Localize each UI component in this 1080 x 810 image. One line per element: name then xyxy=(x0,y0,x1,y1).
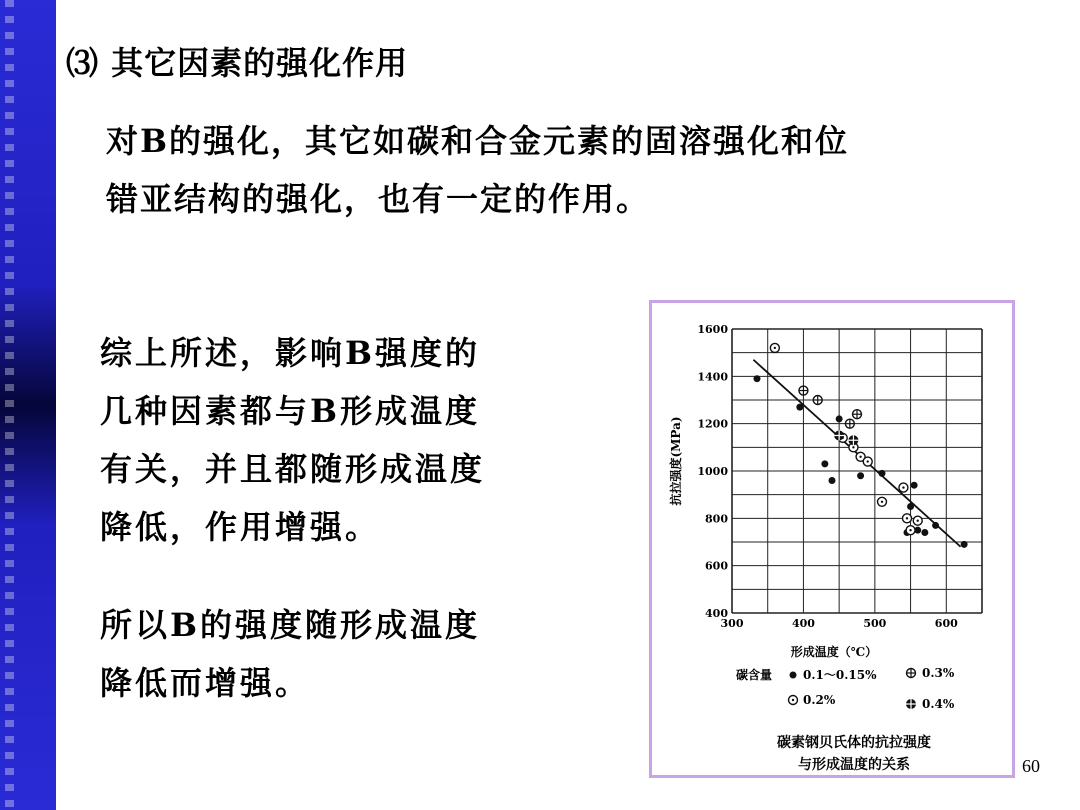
data-point-open-circle xyxy=(770,343,779,352)
data-points-group xyxy=(754,343,968,547)
y-tick-label: 1200 xyxy=(697,417,728,431)
y-tick-label: 600 xyxy=(705,559,728,573)
data-point-filled-dot xyxy=(829,477,836,484)
data-point-circle-plus xyxy=(845,419,854,428)
data-point-open-circle xyxy=(906,526,915,535)
left-decorative-band xyxy=(0,0,56,810)
data-point-open-circle xyxy=(903,514,912,523)
strength-temperature-figure xyxy=(649,300,1015,778)
summary-line: 几种因素都与B形成温度 xyxy=(100,392,481,430)
data-point-open-circle xyxy=(863,457,872,466)
data-point-filled-plus xyxy=(834,431,844,441)
legend-marker-open-circle xyxy=(789,696,798,705)
data-point-open-circle xyxy=(878,497,887,506)
y-tick-label: 1000 xyxy=(697,465,728,478)
scatter-chart xyxy=(652,303,1012,775)
legend-label: 0.1～0.15% xyxy=(803,668,877,682)
legend-marker-filled-plus xyxy=(906,699,916,709)
data-point-filled-dot xyxy=(796,404,803,411)
x-tick-label: 300 xyxy=(720,617,744,630)
data-point-filled-plus xyxy=(848,435,858,445)
summary-line: 综上所述，影响B强度的 xyxy=(100,334,481,372)
data-point-filled-dot xyxy=(921,529,928,536)
tick-labels-group xyxy=(697,323,958,630)
x-axis-label: 形成温度（℃） xyxy=(790,645,878,659)
summary-paragraph xyxy=(100,324,600,556)
y-tick-label: 1600 xyxy=(697,323,728,336)
data-point-circle-plus xyxy=(813,396,822,405)
legend-marker-circle-plus xyxy=(907,669,916,678)
data-point-circle-plus xyxy=(799,386,808,395)
summary-line: 降低，作用增强。 xyxy=(100,508,381,546)
data-point-filled-dot xyxy=(821,460,828,467)
y-tick-label: 1400 xyxy=(697,370,728,384)
figure-caption-line1: 碳素钢贝氏体的抗拉强度 xyxy=(777,735,931,751)
conclusion-line: 所以B的强度随形成温度 xyxy=(100,606,481,644)
x-tick-label: 600 xyxy=(934,617,958,630)
data-point-open-circle xyxy=(899,483,908,492)
paragraph-line: 对B的强化，其它如碳和合金元素的固溶强化和位 xyxy=(106,122,850,160)
data-point-filled-dot xyxy=(907,503,914,510)
data-point-filled-dot xyxy=(857,472,864,479)
section-heading: ⑶ 其它因素的强化作用 xyxy=(66,44,409,82)
chart-grid xyxy=(732,329,982,613)
data-point-filled-dot xyxy=(836,415,843,422)
data-point-filled-dot xyxy=(961,541,968,548)
conclusion-line: 降低而增强。 xyxy=(100,664,311,702)
data-point-open-circle xyxy=(913,516,922,525)
legend-label: 0.3% xyxy=(922,666,955,680)
data-point-circle-plus xyxy=(853,410,862,419)
data-point-filled-dot xyxy=(932,522,939,529)
figure-caption-line2: 与形成温度的关系 xyxy=(798,757,910,773)
data-point-filled-dot xyxy=(911,482,918,489)
y-tick-label: 400 xyxy=(705,607,728,620)
paragraph-line: 错亚结构的强化，也有一定的作用。 xyxy=(106,180,651,218)
band-squares xyxy=(5,0,14,810)
paragraph-other-factors xyxy=(106,112,1036,228)
conclusion-paragraph xyxy=(100,596,600,712)
x-tick-label: 400 xyxy=(791,617,815,630)
data-point-filled-dot xyxy=(879,470,886,477)
legend-label: 0.2% xyxy=(803,693,836,707)
y-tick-label: 800 xyxy=(705,512,728,526)
legend-title: 碳含量 xyxy=(736,668,773,682)
legend-marker-filled-dot xyxy=(790,672,797,679)
legend-label: 0.4% xyxy=(922,697,955,711)
data-point-filled-dot xyxy=(754,375,761,382)
y-axis-label: 抗拉强度(MPa) xyxy=(669,416,683,506)
page-number: 60 xyxy=(1022,756,1040,776)
summary-line: 有关，并且都随形成温度 xyxy=(100,450,486,488)
x-tick-label: 500 xyxy=(863,617,887,630)
